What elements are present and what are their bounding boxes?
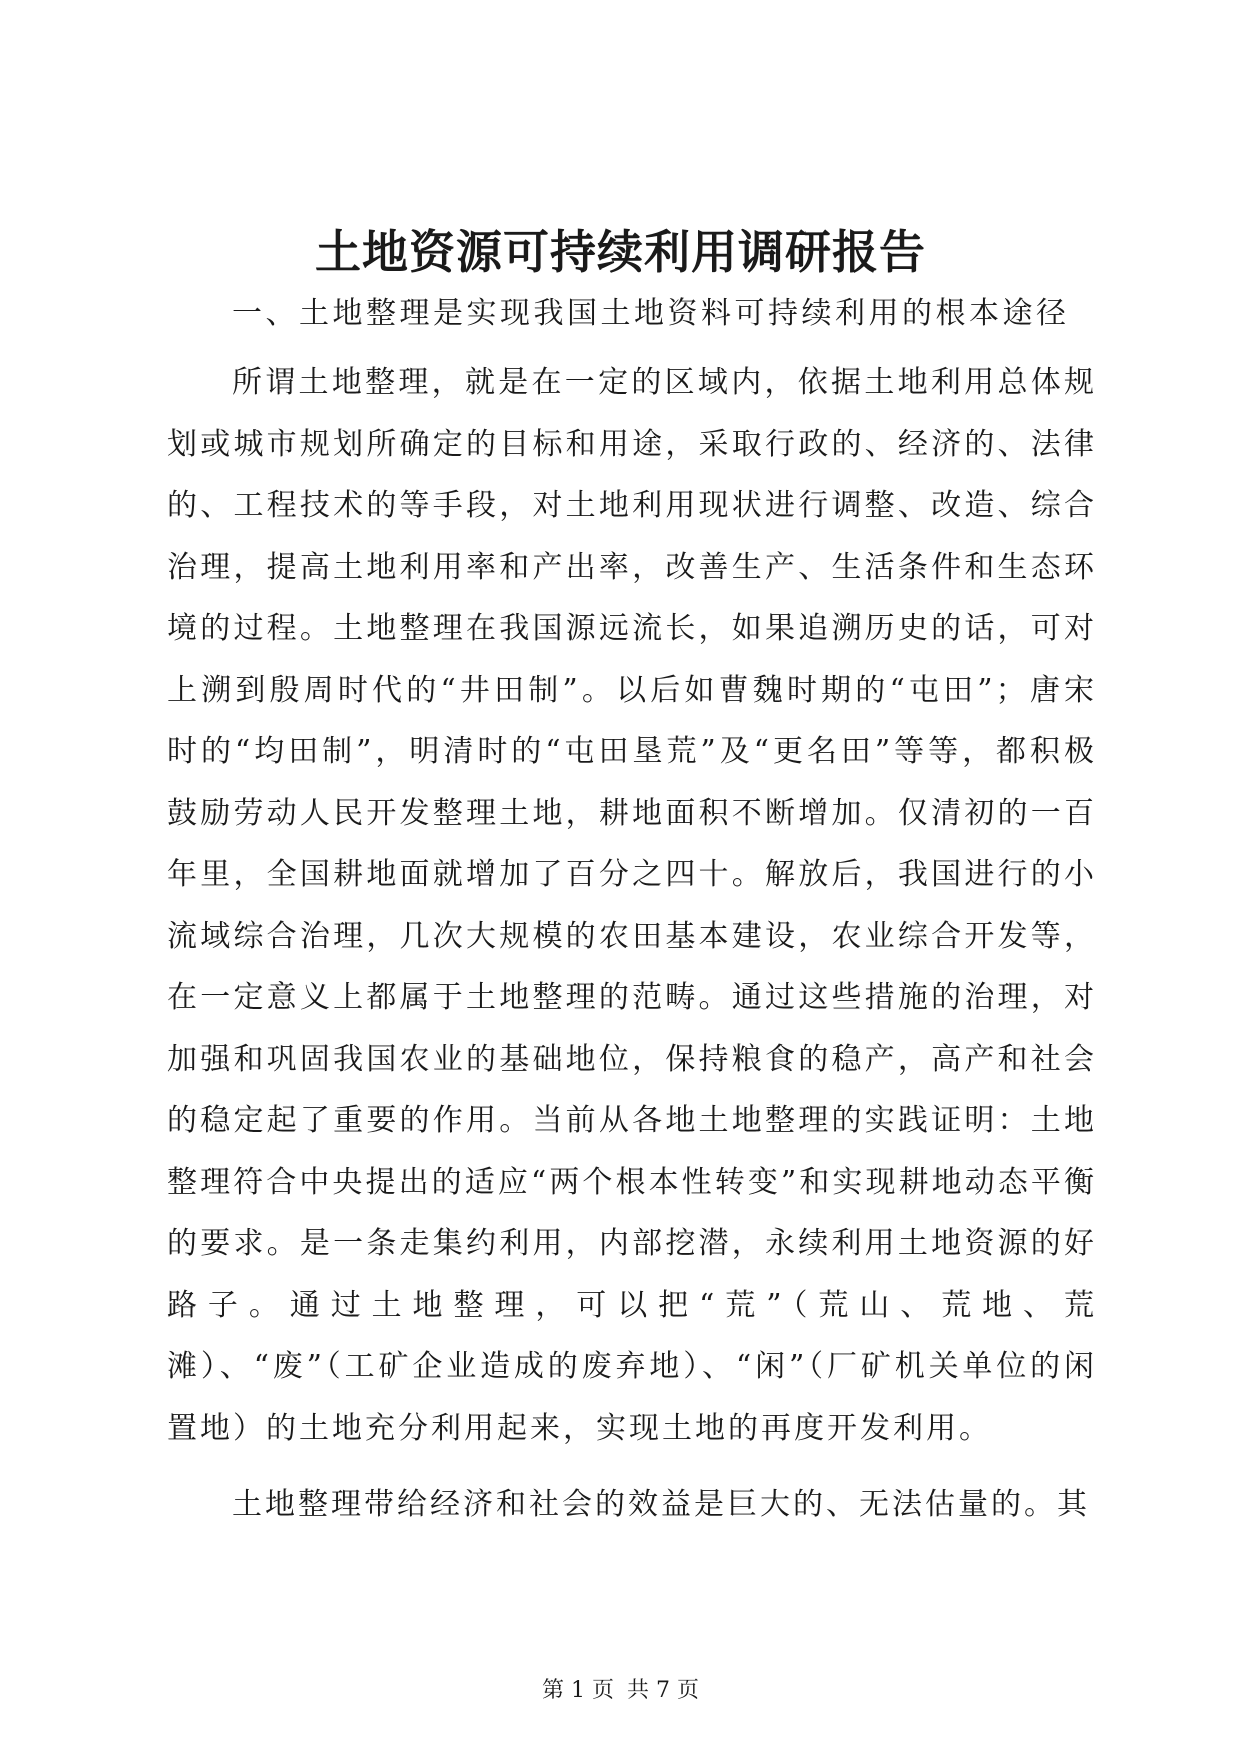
page-total: 共 7 页 bbox=[627, 1678, 699, 1703]
section-heading: 一、土地整理是实现我国土地资料可持续利用的根本途径 bbox=[232, 296, 1070, 331]
document-title: 土地资源可持续利用调研报告 bbox=[315, 225, 926, 279]
page-number: 第 1 页 bbox=[542, 1678, 614, 1703]
page-footer bbox=[0, 1676, 1241, 1706]
body-paragraph: 土地整理带给经济和社会的效益是巨大的、无法估量的。其 bbox=[232, 1487, 1090, 1522]
body-paragraph: 所谓土地整理，就是在一定的区域内，依据土地利用总体规划或城市规划所确定的目标和用途，采取行政的、经济的、法律的、工程技术的等手段，对土地利用现状进行调整、改造、综合治理，提高土地利用率和产出率，改善生产、生活条件和生态环境的过程。土地整理在我国源远流长，如果追溯历史的话，可对上溯到殷周时代的“井田制”。以后如曹魏时期的“屯田”；唐宋时的“均田制”，明清时的“屯田垦荒”及“更名田”等等，都积极鼓励劳动人民开发整理土地，耕地面积不断增加。仅清初的一百年里，全国耕地面就增加了百分之四十。解放后，我国进行的小流域综合治理，几次大规模的农田基本建设，农业综合开发等，在一定意义上都属于土地整理的范畴。通过这些措施的治理，对加强和巩固我国农业的基础地位，保持粮食的稳产，高产和社会的稳定起了重要的作用。当前从各地土地整理的实践证明：土地整理符合中央提出的适应“两个根本性转变”和实现耕地动态平衡的要求。是一条走集约利用，内部挖潜，永续利用土地资源的好路子。通过土地整理，可以把“荒”（荒山、荒地、荒滩）、“废”（工矿企业造成的废弃地）、“闲”（厂矿机关单位的闲置地）的土地充分利用起来，实现土地的再度开发利用。 bbox=[167, 365, 1097, 1446]
